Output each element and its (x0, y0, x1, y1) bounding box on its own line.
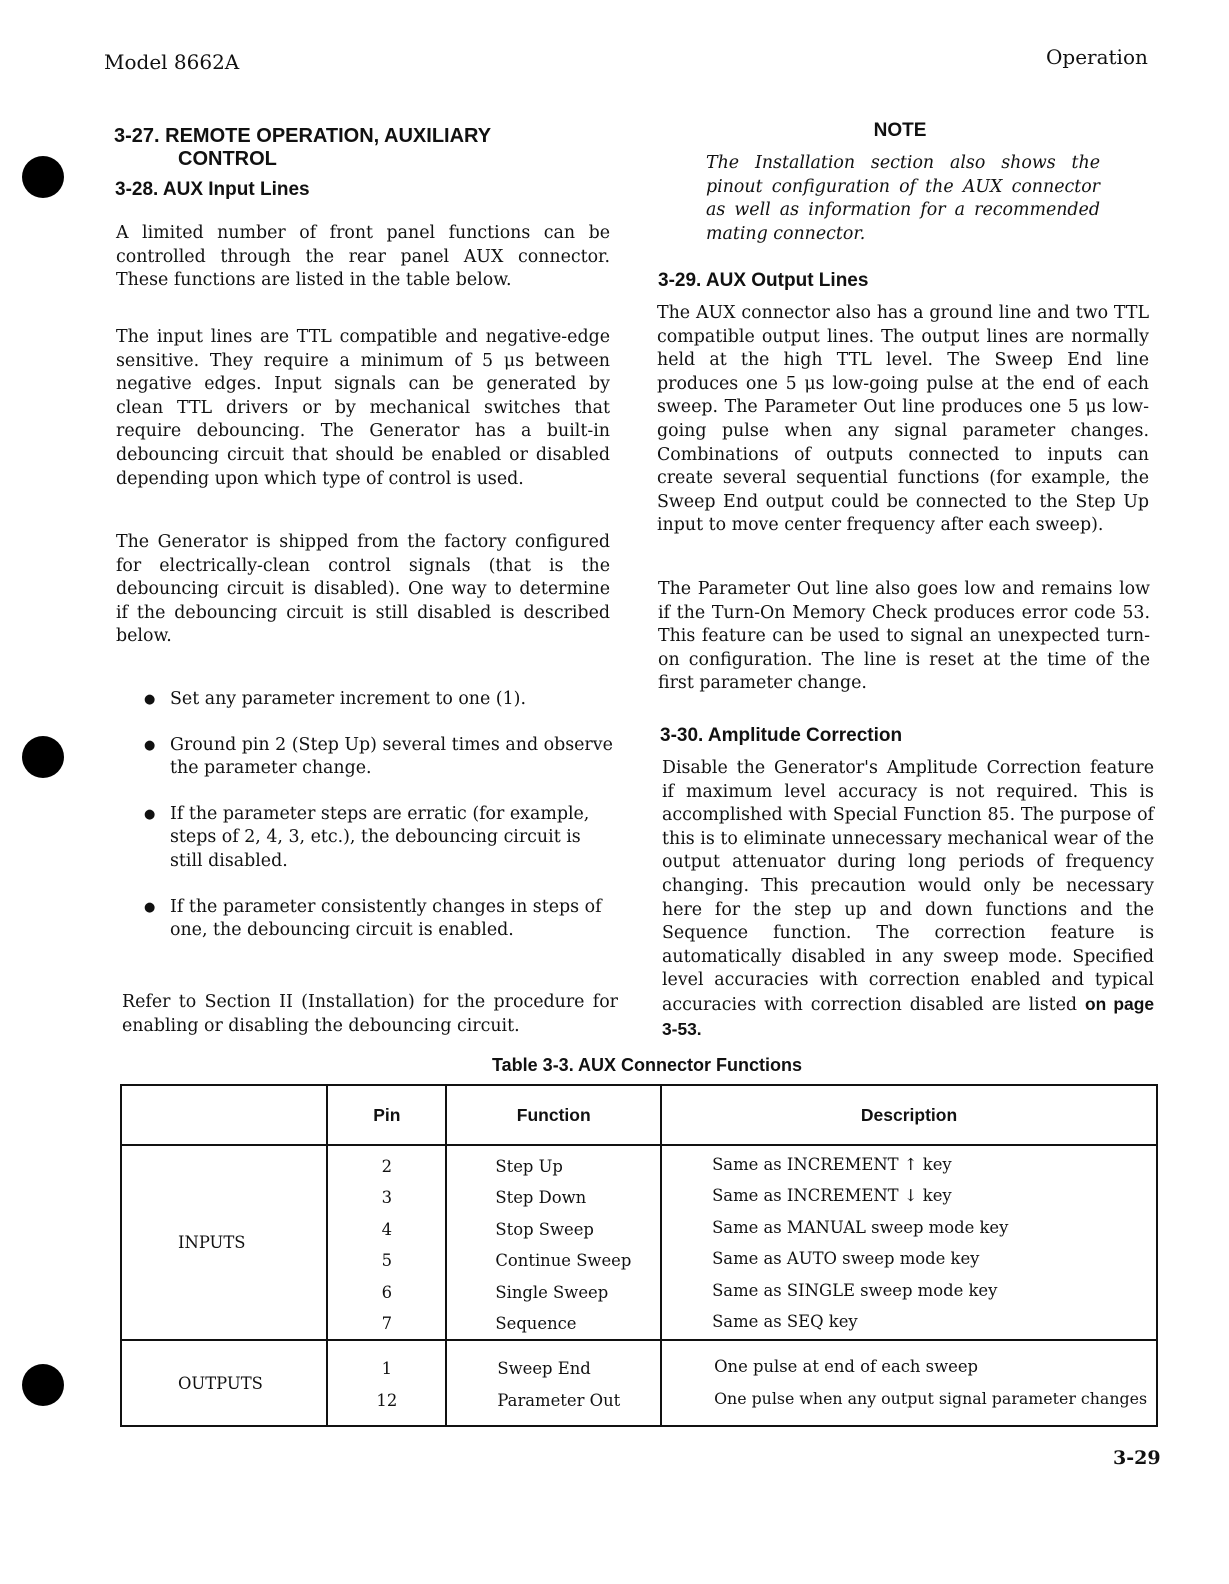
page-number: 3-29 (1113, 1447, 1161, 1469)
paragraph-aux-outputs: The AUX connector also has a ground line and two TTL compatible output lines. The output lines are normally held at the high TTL level. The Sweep End line produces one 5 μs low-going pulse at the end of each sweep. The Parameter Out line produces one 5 μs low-going pulse when any signal parameter changes. Combinations of outputs connected to inputs can create several sequential functions (for example, the Sweep End output could be connected to the Step Up input to move center frequency after each sweep). (657, 303, 1149, 536)
debounce-check-steps (140, 688, 616, 965)
outputs-pins (328, 1341, 445, 1416)
punch-hole-middle (22, 736, 64, 778)
table-cell: 7 (381, 1313, 393, 1333)
table-cell: Same as MANUAL sweep mode key (712, 1217, 1009, 1237)
table-cell: Same as SINGLE sweep mode key (712, 1280, 998, 1300)
outputs-functions (497, 1341, 660, 1416)
outputs-descriptions (714, 1341, 1156, 1414)
table-cell: 3 (381, 1188, 393, 1208)
aux-functions-table (120, 1084, 1158, 1427)
table-cell: Same as AUTO sweep mode key (712, 1249, 980, 1269)
page-reference: on page 3-53. (662, 993, 1154, 1039)
header-function: Function (446, 1085, 661, 1145)
table-cell: Continue Sweep (495, 1251, 632, 1271)
paragraph-aux-inputs-intro: A limited number of front panel functions can be controlled through the rear panel AUX connector. These functions are listed in the table below. (116, 223, 610, 291)
table-caption: Table 3-3. AUX Connector Functions (492, 1055, 803, 1075)
list-item: ● Set any parameter increment to one (1). (140, 688, 616, 712)
table-cell: Single Sweep (495, 1282, 609, 1302)
group-label-outputs: OUTPUTS (121, 1340, 327, 1426)
table-row-inputs (121, 1145, 1157, 1340)
heading-3-28: 3-28. AUX Input Lines (115, 179, 310, 200)
table-cell: Sweep End (497, 1359, 591, 1379)
table-cell: Step Down (495, 1188, 587, 1208)
table-cell: One pulse at end of each sweep (714, 1357, 979, 1377)
inputs-pins (328, 1146, 445, 1339)
table-cell: Same as SEQ key (712, 1311, 858, 1331)
header-pin: Pin (327, 1085, 446, 1145)
list-item: ● Ground pin 2 (Step Up) several times and observe the parameter change. (140, 734, 616, 781)
list-item: ● If the parameter consistently changes in steps of one, the debouncing circuit is enabled. (140, 896, 616, 943)
table-cell: One pulse when any output signal parameter changes (714, 1388, 1148, 1408)
header-model: Model 8662A (104, 50, 240, 74)
table-row-outputs (121, 1340, 1157, 1426)
paragraph-input-lines: The input lines are TTL compatible and negative-edge sensitive. They require a minimum of 5 μs between negative edges. Input signals can be generated by clean TTL drivers or by mechanical switches that require debouncing. The Generator has a built-in debouncing circuit that should be enabled or disabled depending upon which type of control is used. (116, 327, 610, 489)
heading-3-29: 3-29. AUX Output Lines (658, 270, 869, 291)
punch-hole-bottom (22, 1364, 64, 1406)
table-cell: Stop Sweep (495, 1219, 594, 1239)
punch-hole-top (22, 156, 64, 198)
header-description: Description (661, 1085, 1157, 1145)
heading-3-27-cont: CONTROL (178, 148, 277, 170)
paragraph-amplitude-correction (662, 757, 1154, 1042)
table-cell: Same as INCREMENT ↑ key (712, 1155, 952, 1174)
paragraph-factory-config: The Generator is shipped from the factory configured for electrically-clean control signals (that is the debouncing circuit is disabled). One way to determine if the debouncing circuit is still disabled is described below. (116, 532, 610, 647)
table-cell: 4 (381, 1219, 393, 1239)
header-section: Operation (1046, 45, 1148, 69)
note-text: The Installation section also shows the pinout configuration of the AUX connector as well as information for a recommended mating connector. (706, 153, 1100, 244)
table-cell: 2 (381, 1157, 393, 1176)
note-title: NOTE (873, 120, 927, 141)
table-cell: 6 (381, 1282, 393, 1302)
paragraph-parameter-out: The Parameter Out line also goes low and remains low if the Turn-On Memory Check produces error code 53. This feature can be used to signal an unexpected turn-on configuration. The line is reset at the time of the first parameter change. (658, 579, 1150, 694)
inputs-descriptions (712, 1146, 1156, 1337)
paragraph-refer-installation: Refer to Section II (Installation) for the procedure for enabling or disabling the debouncing circuit. (122, 992, 618, 1036)
amplitude-correction-text: Disable the Generator's Amplitude Correction feature if maximum level accuracy is not required. This is accomplished with Special Function 85. The purpose of this is to eliminate unnecessary mechanical wear of the output attenuator during long periods of frequency changing. This precaution would only be necessary here for the step up and down functions and the Sequence function. The correction feature is automatically disabled in any sweep mode. Specified level accuracies with correction enabled and typical accuracies with correction disabled are listed (662, 758, 1154, 1015)
heading-3-30: 3-30. Amplitude Correction (660, 725, 903, 746)
table-cell: Parameter Out (497, 1390, 621, 1410)
group-label-inputs: INPUTS (121, 1145, 327, 1340)
table-header-row (121, 1085, 1157, 1145)
table-cell: 1 (381, 1359, 393, 1379)
table-cell: 12 (376, 1390, 398, 1410)
header-group (121, 1085, 327, 1145)
table-cell: Same as INCREMENT ↓ key (712, 1186, 952, 1206)
table-cell: Step Up (495, 1157, 563, 1176)
list-item: ● If the parameter steps are erratic (for example, steps of 2, 4, 3, etc.), the debouncing circuit is still disabled. (140, 803, 616, 874)
heading-3-27: 3-27. REMOTE OPERATION, AUXILIARY (114, 125, 492, 147)
table-cell: Sequence (495, 1313, 577, 1333)
table-cell: 5 (381, 1251, 393, 1271)
inputs-functions (495, 1146, 660, 1339)
